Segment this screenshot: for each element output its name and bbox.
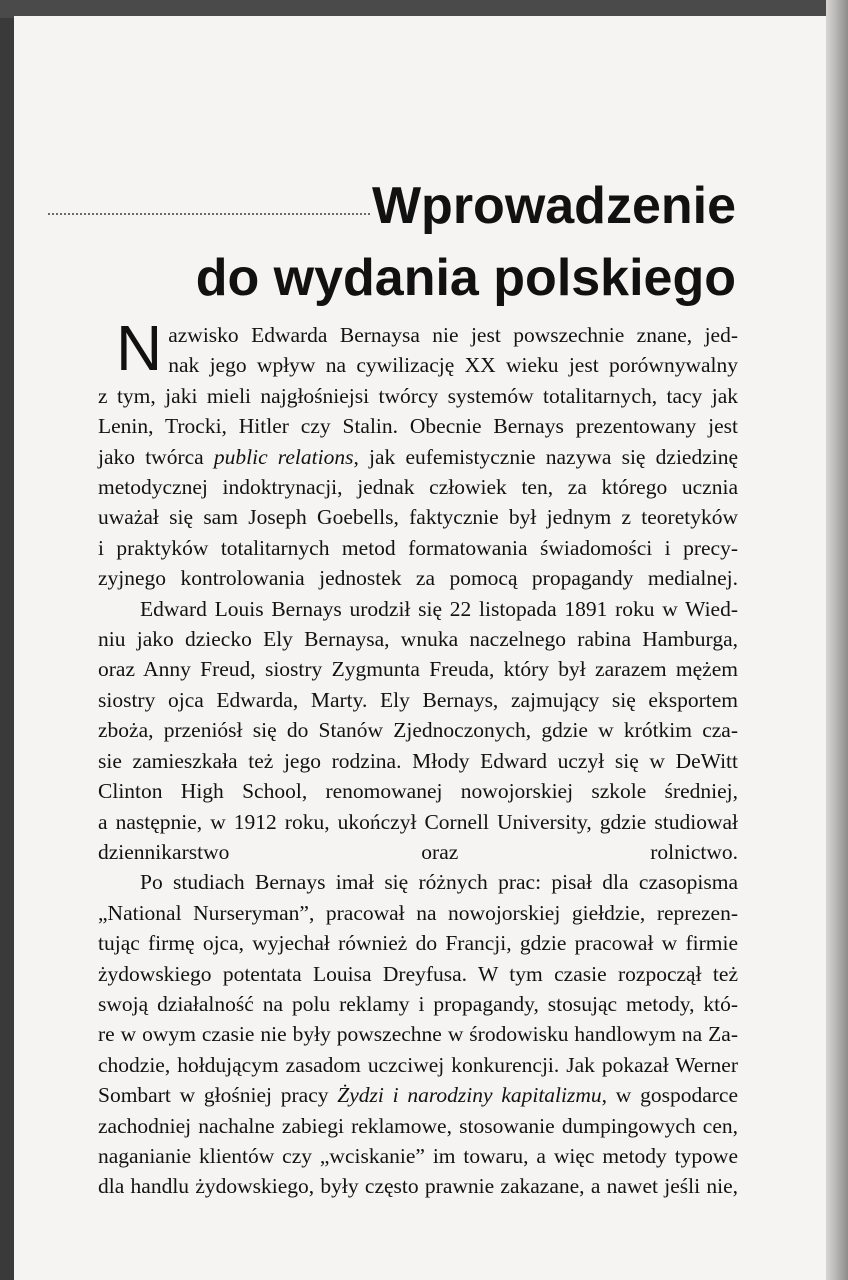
text-line: Clinton High School, renomowanej nowojorskiej szkole średniej, bbox=[98, 779, 738, 804]
text-line: dla handlu żydowskiego, były często prawnie zakazane, a nawet jeśli nie, bbox=[98, 1174, 738, 1199]
paragraph-1 bbox=[98, 312, 739, 594]
text-line: a następnie, w 1912 roku, ukończył Cornell University, gdzie studiował bbox=[98, 809, 738, 834]
text-line: swoją działalność na polu reklamy i propagandy, stosując metody, któ- bbox=[98, 991, 738, 1016]
text-line: jako twórca public relations, jak eufemistycznie nazywa się dziedzinę bbox=[98, 444, 739, 469]
chapter-title-line-2: do wydania polskiego bbox=[195, 249, 736, 307]
text-line: zachodniej nachalne zabiegi reklamowe, stosowanie dumpingowych cen, bbox=[98, 1113, 738, 1138]
text-line: i praktyków totalitarnych metod formatowania świadomości i precy- bbox=[98, 535, 738, 560]
text-line: Lenin, Trocki, Hitler czy Stalin. Obecnie Bernays prezentowany jest bbox=[98, 414, 738, 439]
text-line: siostry ojca Edwarda, Marty. Ely Bernays, zajmujący się eksportem bbox=[98, 687, 738, 712]
text-line: chodzie, hołdującym zasadom uczciwej konkurencji. Jak pokazał Werner bbox=[98, 1052, 738, 1077]
body-text bbox=[98, 312, 739, 1202]
text-line: tując firmę ojca, wyjechał również do Francji, gdzie pracował w firmie bbox=[98, 931, 738, 956]
text-line: zboża, przeniósł się do Stanów Zjednoczonych, gdzie w krótkim cza- bbox=[98, 718, 738, 743]
page-edge-right bbox=[826, 0, 848, 1280]
italic-term: public relations bbox=[213, 444, 354, 469]
text-line: niu jako dziecko Ely Bernaysa, wnuka naczelnego rabina Hamburga, bbox=[98, 627, 738, 652]
paragraph-3 bbox=[98, 867, 738, 1201]
text-line: z tym, jaki mieli najgłośniejsi twórcy systemów totalitarnych, tacy jak bbox=[98, 383, 738, 408]
italic-book-title: Żydzi i narodziny kapitalizmu bbox=[337, 1083, 602, 1108]
drop-cap: N bbox=[116, 312, 163, 384]
text-line: dziennikarstwo oraz rolnictwo. bbox=[98, 839, 738, 864]
text-line: Sombart w głośniej pracy Żydzi i narodziny kapitalizmu, w gospodarce bbox=[98, 1083, 738, 1108]
text-line: „National Nurseryman”, pracował na nowojorskiej giełdzie, reprezen- bbox=[98, 900, 738, 925]
text-line: zyjnego kontrolowania jednostek za pomocą propagandy medialnej. bbox=[98, 566, 738, 591]
text-line: żydowskiego potentata Louisa Dreyfusa. W tym czasie rozpoczął też bbox=[98, 961, 738, 986]
text-line: oraz Anny Freud, siostry Zygmunta Freuda, który był zarazem mężem bbox=[98, 657, 738, 682]
text-line: Edward Louis Bernays urodził się 22 listopada 1891 roku w Wied- bbox=[140, 596, 738, 621]
paragraph-2 bbox=[98, 594, 738, 868]
text-line: sie zamieszkała też jego rodzina. Młody Edward uczył się w DeWitt bbox=[98, 748, 738, 773]
text-line: Po studiach Bernays imał się różnych prac: pisał dla czasopisma bbox=[140, 870, 738, 895]
text-line: azwisko Edwarda Bernaysa nie jest powszechnie znane, jed- bbox=[168, 323, 738, 347]
text-line: metodycznej indoktrynacji, jednak człowiek ten, za którego ucznia bbox=[98, 475, 738, 500]
text-line: nak jego wpływ na cywilizację XX wieku jest porównywalny bbox=[168, 353, 738, 378]
text-line: re w owym czasie nie były powszechne w środowisku handlowym na Za- bbox=[98, 1022, 738, 1047]
text-line: uważał się sam Joseph Goebells, faktycznie był jednym z teoretyków bbox=[98, 505, 738, 530]
chapter-title-line-1: Wprowadzenie bbox=[371, 177, 736, 235]
text-line: naganianie klientów czy „wciskanie” im towaru, a więc metody typowe bbox=[98, 1143, 738, 1168]
chapter-title bbox=[190, 170, 736, 314]
